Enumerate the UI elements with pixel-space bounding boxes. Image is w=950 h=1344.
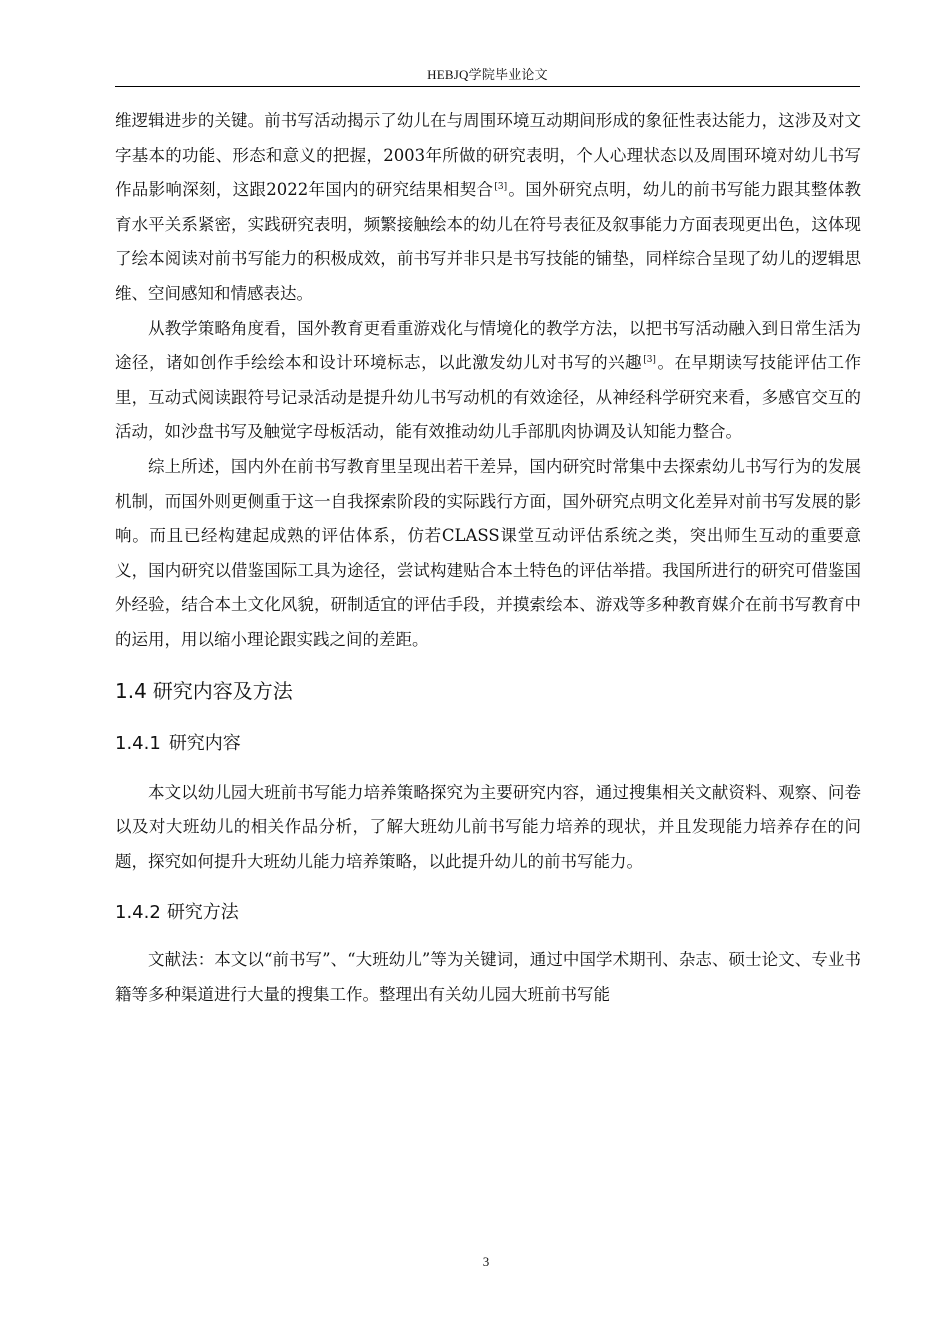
paragraph-1-part-b: 。国外研究点明，幼儿的前书写能力跟其整体教育水平关系紧密，实践研究表明，频繁接触绘本的幼儿在符号表征及叙事能力方面表现更出色，这体现了绘本阅读对前书写能力的积极成效，前书写并非只是书写技能的铺垫，同样综合呈现了幼儿的逻辑思维、空间感知和情感表达。 — [115, 180, 862, 303]
paragraph-3: 综上所述，国内外在前书写教育里呈现出若干差异，国内研究时常集中去探索幼儿书写行为的发展机制，而国外则更侧重于这一自我探索阶段的实际践行方面，国外研究点明文化差异对前书写发展的影响。而且已经构建起成熟的评估体系，仿若CLASS课堂互动评估系统之类，突出师生互动的重要意义，国内研究以借鉴国际工具为途径，尝试构建贴合本土特色的评估举措。我国所进行的研究可借鉴国外经验，结合本土文化风貌，研制适宜的评估手段，并摸索绘本、游戏等多种教育媒介在前书写教育中的运用，用以缩小理论跟实践之间的差距。 — [115, 456, 861, 649]
paragraph-research-methods: 文献法：本文以“前书写”、“大班幼儿”等为关键词，通过中国学术期刊、杂志、硕士论文、专业书籍等多种渠道进行大量的搜集工作。整理出有关幼儿园大班前书写能 — [115, 950, 861, 1004]
paragraph-2-part-a: 从教学策略角度看，国外教育更看重游戏化与情境化的教学方法，以把书写活动融入到日常生活为途径，诸如创作手绘绘本和设计环境标志，以此激发幼儿对书写的兴趣 — [115, 318, 861, 373]
subsection-number: 1.4.2 — [115, 902, 161, 924]
paragraph-2-part-b: 。在早期读写技能评估工作里，互动式阅读跟符号记录活动是提升幼儿书写动机的有效途径，从神经科学研究来看，多感官交互的活动，如沙盘书写及触觉字母板活动，能有效推动幼儿手部肌肉协调及认知能力整合。 — [115, 353, 862, 442]
citation-ref: [3] — [643, 355, 656, 366]
paragraph-2 — [115, 312, 861, 450]
body-text — [115, 104, 861, 1012]
paragraph-research-content: 本文以幼儿园大班前书写能力培养策略探究为主要研究内容，通过搜集相关文献资料、观察、问卷以及对大班幼儿的相关作品分析，了解大班幼儿前书写能力培养的现状，并且发现能力培养存在的问题，探究如何提升大班幼儿能力培养策略，以此提升幼儿的前书写能力。 — [115, 782, 861, 871]
subsection-number: 1.4.1 — [115, 732, 161, 754]
subsection-heading-2 — [115, 897, 861, 929]
subsection-heading-1 — [115, 728, 861, 760]
subsection-title: 研究方法 — [166, 902, 239, 924]
paragraph-1 — [115, 104, 861, 312]
page-number: 3 — [482, 1254, 490, 1269]
citation-ref: [3] — [494, 182, 508, 193]
section-title: 研究内容及方法 — [152, 678, 293, 703]
header-rule — [115, 86, 860, 87]
running-header: HEBJQ学院毕业论文 — [427, 67, 548, 82]
paragraph-1-part-a: 维逻辑进步的关键。前书写活动揭示了幼儿在与周围环境互动期间形成的象征性表达能力，这涉及对文字基本的功能、形态和意义的把握，2003年所做的研究表明，个人心理状态以及周围环境对幼儿书写作品影响深刻，这跟2022年国内的研究结果相契合 — [115, 111, 861, 200]
subsection-title: 研究内容 — [168, 732, 241, 754]
section-number: 1.4 — [115, 678, 147, 703]
section-heading — [115, 674, 861, 708]
